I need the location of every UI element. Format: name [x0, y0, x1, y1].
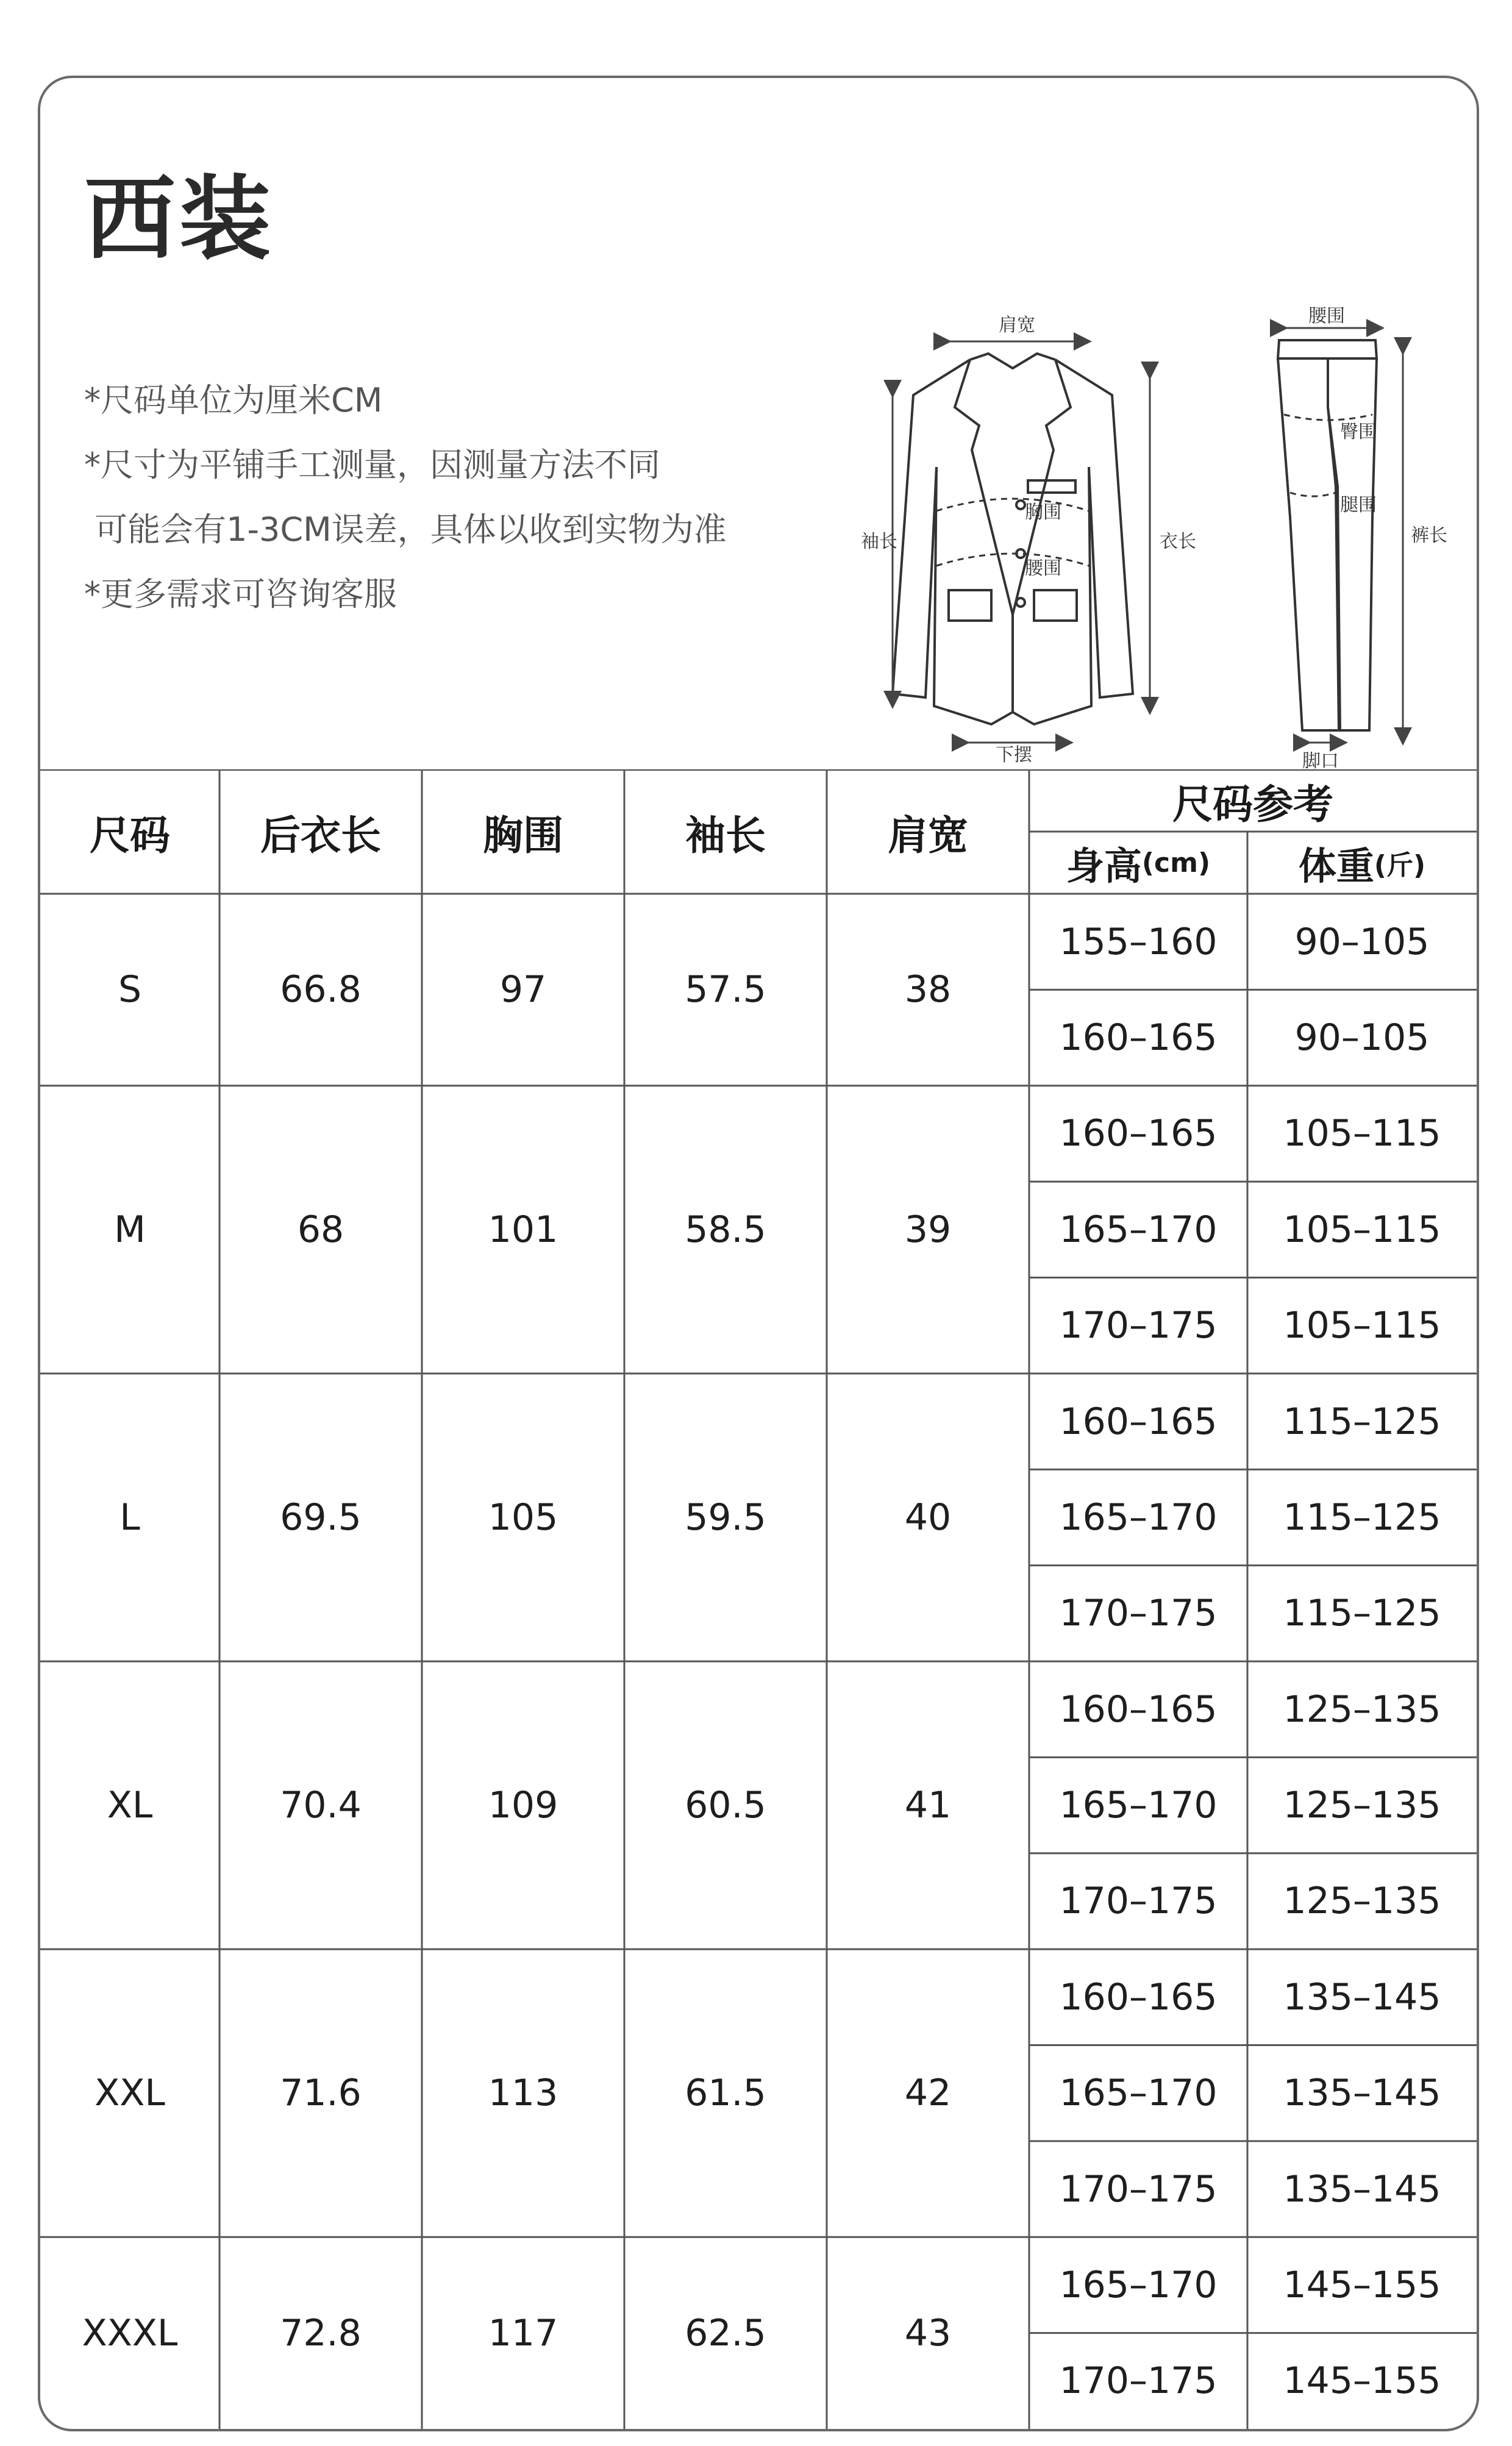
ref-height-cell: 160–165 [1059, 1975, 1218, 2019]
header-weight [1247, 832, 1477, 894]
table-cell-chest: 113 [488, 2072, 558, 2115]
header-back-length: 后衣长 [260, 811, 381, 859]
note-unit: *尺码单位为厘米CM [84, 381, 383, 419]
header-weight-unit: (斤) [1374, 850, 1426, 881]
table-cell-sleeve: 61.5 [685, 2072, 766, 2115]
ref-height-cell: 170–175 [1059, 2167, 1218, 2211]
pants-measure-lines [1279, 328, 1403, 743]
note-measure: *尺寸为平铺手工测量，因测量方法不同 [84, 446, 660, 484]
ref-weight-cell: 125–135 [1283, 1784, 1441, 1827]
table-cell-shoulder: 40 [904, 1496, 952, 1539]
table-cell-chest: 101 [488, 1208, 558, 1251]
table-cell-back-length: 69.5 [280, 1496, 362, 1539]
table-cell-back-length: 72.8 [280, 2311, 362, 2355]
ref-height-cell: 170–175 [1059, 2359, 1218, 2403]
ref-height-cell: 160–165 [1059, 1400, 1218, 1443]
ref-weight-cell: 125–135 [1283, 1688, 1441, 1731]
ref-height-cell: 170–175 [1059, 1592, 1218, 1635]
ref-height-cell: 165–170 [1059, 1496, 1218, 1539]
diagram-pants-waist-label: 腰围 [1308, 305, 1345, 327]
ref-weight-cell: 145–155 [1283, 2359, 1441, 2403]
table-cell-size: S [118, 968, 142, 1011]
ref-weight-cell: 105–115 [1283, 1208, 1441, 1251]
header-chest: 胸围 [483, 811, 563, 859]
table-cell-size: L [119, 1496, 140, 1539]
jacket-measure-lines [893, 341, 1150, 743]
jacket-illustration [893, 354, 1133, 724]
ref-height-cell: 160–165 [1059, 1688, 1218, 1731]
ref-weight-cell: 115–125 [1283, 1496, 1441, 1539]
diagram-thigh-label: 腿围 [1340, 494, 1377, 516]
ref-weight-cell: 135–145 [1283, 1975, 1441, 2019]
diagram-pants-length-label: 裤长 [1411, 525, 1447, 546]
ref-weight-cell: 115–125 [1283, 1592, 1441, 1635]
table-cell-sleeve: 62.5 [685, 2311, 766, 2355]
size-table [40, 769, 1477, 2429]
measurement-diagram [821, 224, 1479, 834]
ref-weight-cell: 135–145 [1283, 2167, 1441, 2211]
table-cell-sleeve: 57.5 [685, 968, 766, 1011]
ref-height-cell: 165–170 [1059, 1784, 1218, 1827]
note-error: 可能会有1-3CM误差，具体以收到实物为准 [84, 510, 727, 549]
table-cell-shoulder: 39 [904, 1208, 952, 1251]
table-cell-shoulder: 41 [904, 1784, 952, 1827]
table-cell-back-length: 68 [297, 1208, 344, 1251]
ref-height-cell: 165–170 [1059, 2263, 1218, 2306]
diagram-sleeve-label: 袖长 [861, 531, 897, 552]
ref-height-cell: 170–175 [1059, 1880, 1218, 1923]
ref-weight-cell: 105–115 [1283, 1304, 1441, 1347]
table-cell-back-length: 66.8 [280, 968, 362, 1011]
diagram-hem-label: 下摆 [996, 744, 1032, 766]
ref-height-cell: 165–170 [1059, 1208, 1218, 1251]
ref-weight-cell: 105–115 [1283, 1112, 1441, 1155]
diagram-shoulder-label: 肩宽 [999, 315, 1035, 336]
ref-weight-cell: 125–135 [1283, 1880, 1441, 1923]
diagram-cuff-label: 脚口 [1302, 751, 1339, 772]
diagram-chest-label: 胸围 [1025, 502, 1061, 523]
ref-weight-cell: 115–125 [1283, 1400, 1441, 1443]
ref-height-cell: 155–160 [1059, 920, 1218, 963]
table-cell-size: M [114, 1208, 146, 1251]
diagram-hip-label: 臀围 [1340, 421, 1377, 443]
table-cell-chest: 97 [499, 968, 547, 1011]
ref-height-cell: 160–165 [1059, 1016, 1218, 1060]
table-cell-back-length: 70.4 [280, 1784, 362, 1827]
ref-weight-cell: 135–145 [1283, 2072, 1441, 2115]
ref-height-cell: 160–165 [1059, 1112, 1218, 1155]
table-cell-size: XL [107, 1784, 153, 1827]
table-cell-sleeve: 58.5 [685, 1208, 766, 1251]
header-height-label: 身高 [1066, 843, 1142, 888]
header-weight-label: 体重 [1298, 843, 1374, 888]
note-service: *更多需求可咨询客服 [84, 575, 397, 613]
table-cell-sleeve: 59.5 [685, 1496, 766, 1539]
header-shoulder: 肩宽 [888, 811, 968, 859]
table-cell-shoulder: 42 [904, 2072, 952, 2115]
table-cell-back-length: 71.6 [280, 2072, 362, 2115]
table-cell-size: XXXL [82, 2311, 178, 2355]
size-chart-card [38, 76, 1479, 2431]
table-cell-shoulder: 43 [904, 2311, 952, 2355]
header-height [1029, 832, 1247, 894]
header-height-unit: (cm) [1141, 847, 1211, 879]
header-size: 尺码 [90, 811, 170, 859]
table-cell-shoulder: 38 [904, 968, 952, 1011]
diagram-length-label: 衣长 [1160, 531, 1196, 552]
ref-weight-cell: 145–155 [1283, 2263, 1441, 2306]
pants-illustration [1278, 340, 1377, 730]
table-cell-chest: 109 [488, 1784, 558, 1827]
page-title: 西装 [84, 165, 275, 273]
header-sleeve: 袖长 [685, 811, 766, 859]
ref-height-cell: 165–170 [1059, 2072, 1218, 2115]
table-cell-chest: 105 [488, 1496, 558, 1539]
table-cell-size: XXL [94, 2072, 165, 2115]
table-cell-sleeve: 60.5 [685, 1784, 766, 1827]
diagram-waist-label: 腰围 [1025, 558, 1061, 579]
ref-weight-cell: 90–105 [1294, 1016, 1430, 1060]
ref-height-cell: 170–175 [1059, 1304, 1218, 1347]
ref-weight-cell: 90–105 [1294, 920, 1430, 963]
table-cell-chest: 117 [488, 2311, 558, 2355]
header-size-reference: 尺码参考 [1172, 780, 1333, 828]
